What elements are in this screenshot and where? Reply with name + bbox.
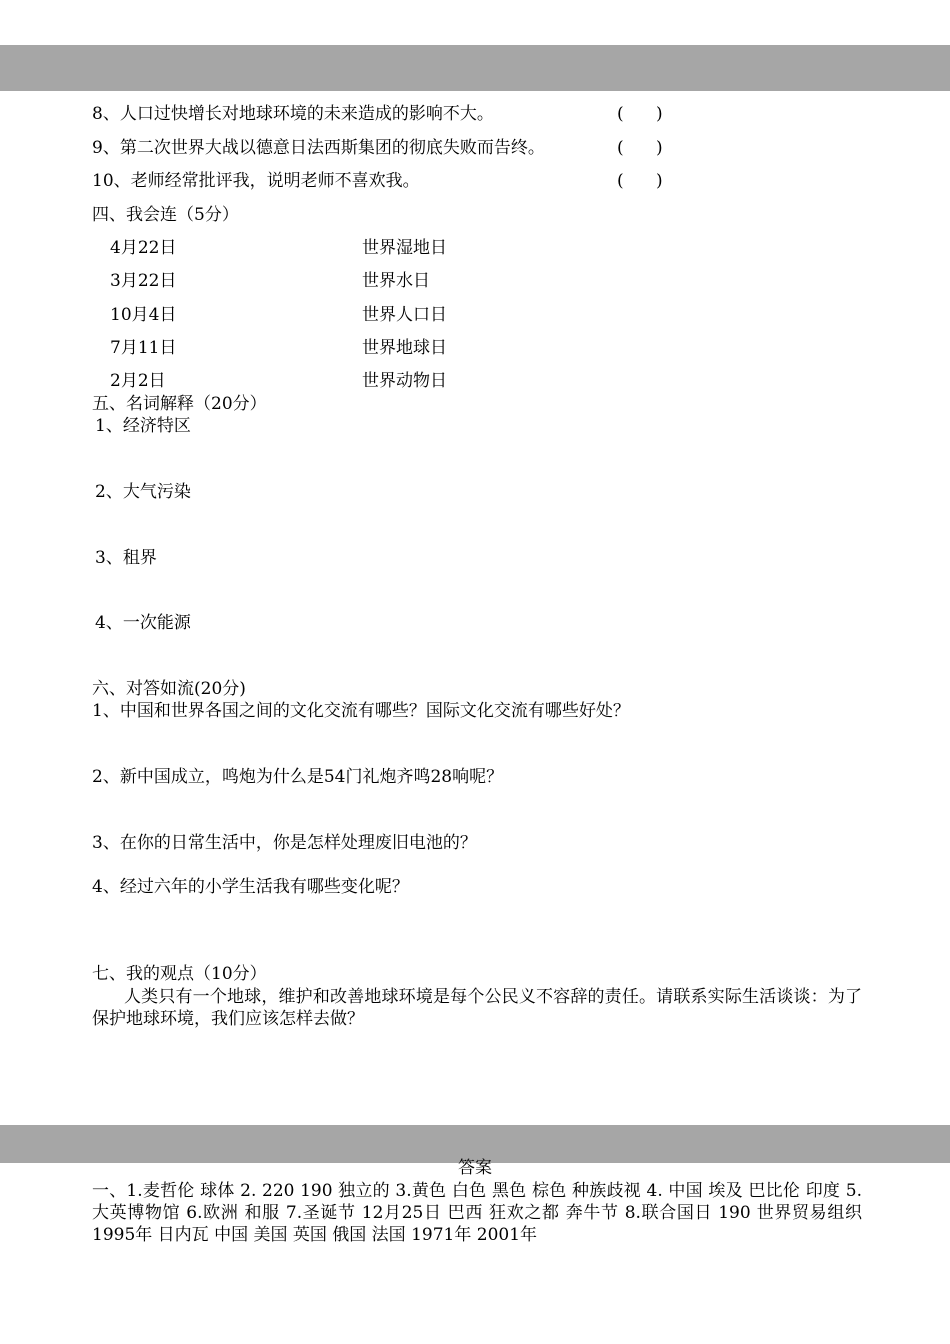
match-right-3: 世界人口日	[362, 305, 447, 325]
match-left-4: 7月11日	[110, 338, 177, 358]
section6-title: 六、对答如流(20分)	[92, 679, 246, 699]
term-item-3: 3、租界	[95, 548, 157, 568]
match-left-3: 10月4日	[110, 305, 177, 325]
section7-title: 七、我的观点（10分）	[92, 964, 267, 984]
tf-item-9: 9、第二次世界大战以德意日法西斯集团的彻底失败而告终。	[92, 138, 545, 158]
question-1: 1、中国和世界各国之间的文化交流有哪些？国际文化交流有哪些好处？	[92, 701, 630, 721]
match-left-5: 2月2日	[110, 371, 166, 391]
tf-item-10: 10、老师经常批评我，说明老师不喜欢我。	[92, 171, 420, 191]
term-item-4: 4、一次能源	[95, 613, 191, 633]
section5-title: 五、名词解释（20分）	[92, 394, 267, 414]
section4-title: 四、我会连（5分）	[92, 205, 239, 225]
tf-blank-8: ( )	[617, 104, 663, 124]
match-right-4: 世界地球日	[362, 338, 447, 358]
term-item-2: 2、大气污染	[95, 482, 191, 502]
tf-blank-10: ( )	[617, 171, 663, 191]
question-2: 2、新中国成立，鸣炮为什么是54门礼炮齐鸣28响呢？	[92, 767, 504, 787]
match-right-1: 世界湿地日	[362, 238, 447, 258]
answers-body: 一、1.麦哲伦 球体 2. 220 190 独立的 3.黄色 白色 黑色 棕色 种族歧视 4. 中国 埃及 巴比伦 印度 5.大英博物馆 6.欧洲 和服 7.圣诞节 12月25日 巴西 狂欢之都 奔牛节 8.联合国日 190 世界贸易组织 1995年 日内瓦 中国 美国 英国 俄国 法国 1971年 2001年	[92, 1181, 862, 1245]
answers-title: 答案	[458, 1158, 492, 1178]
tf-item-8: 8、人口过快增长对地球环境的未来造成的影响不大。	[92, 104, 494, 124]
match-right-2: 世界水日	[362, 271, 430, 291]
tf-blank-9: ( )	[617, 138, 663, 158]
term-item-1: 1、经济特区	[95, 416, 191, 436]
match-left-2: 3月22日	[110, 271, 177, 291]
match-left-1: 4月22日	[110, 238, 177, 258]
match-right-5: 世界动物日	[362, 371, 447, 391]
question-3: 3、在你的日常生活中，你是怎样处理废旧电池的？	[92, 833, 477, 853]
question-4: 4、经过六年的小学生活我有哪些变化呢？	[92, 877, 409, 897]
section7-body: 人类只有一个地球，维护和改善地球环境是每个公民义不容辞的责任。请联系实际生活谈谈：为了保护地球环境，我们应该怎样去做？	[92, 987, 862, 1029]
top-gray-band	[0, 45, 950, 91]
